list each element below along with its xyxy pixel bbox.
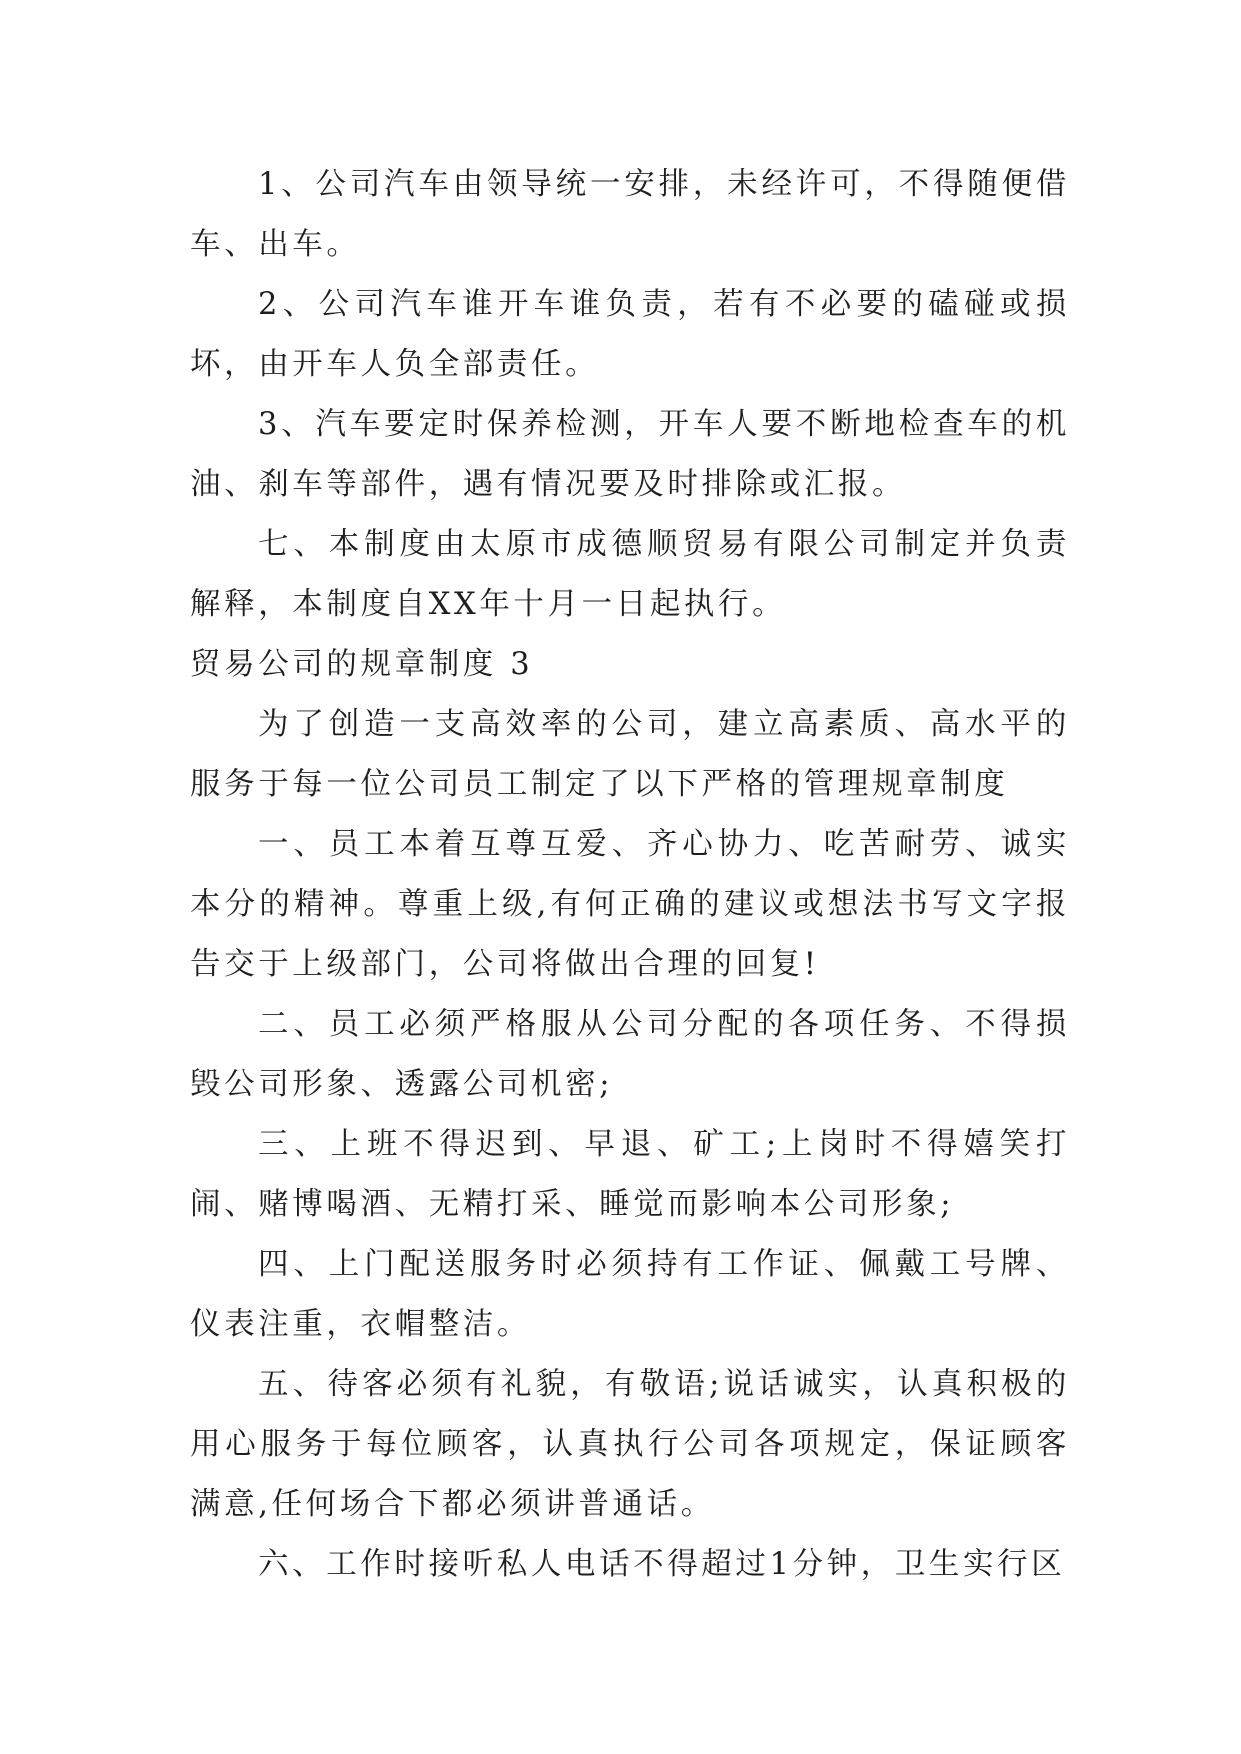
paragraph-car-arrangement: 1、公司汽车由领导统一安排，未经许可，不得随便借车、出车。: [190, 167, 1070, 262]
paragraph-intro: 为了创造一支高效率的公司，建立高素质、高水平的服务于每一位公司员工制定了以下严格的管理规章制度: [190, 707, 1070, 802]
paragraph-rule-1: 一、员工本着互尊互爱、齐心协力、吃苦耐劳、诚实本分的精神。尊重上级,有何正确的建议或想法书写文字报告交于上级部门，公司将做出合理的回复!: [190, 827, 1070, 982]
paragraph-policy-interpretation: 七、本制度由太原市成德顺贸易有限公司制定并负责解释，本制度自XX年十月一日起执行。: [190, 527, 1070, 622]
document-body: [190, 155, 1070, 1595]
paragraph-rule-5: 五、待客必须有礼貌，有敬语;说话诚实，认真积极的用心服务于每位顾客，认真执行公司各项规定，保证顾客满意,任何场合下都必须讲普通话。: [190, 1367, 1070, 1522]
section-title: 贸易公司的规章制度 3: [190, 647, 534, 682]
paragraph-car-responsibility: 2、公司汽车谁开车谁负责，若有不必要的磕碰或损坏，由开车人负全部责任。: [190, 287, 1070, 382]
paragraph-rule-3: 三、上班不得迟到、早退、矿工;上岗时不得嬉笑打闹、赌博喝酒、无精打采、睡觉而影响本公司形象;: [190, 1127, 1070, 1222]
paragraph-rule-6: 六、工作时接听私人电话不得超过1分钟，卫生实行区: [258, 1547, 1066, 1582]
paragraph-rule-2: 二、员工必须严格服从公司分配的各项任务、不得损毁公司形象、透露公司机密;: [190, 1007, 1070, 1102]
paragraph-rule-4: 四、上门配送服务时必须持有工作证、佩戴工号牌、仪表注重，衣帽整洁。: [190, 1247, 1070, 1342]
paragraph-car-maintenance: 3、汽车要定时保养检测，开车人要不断地检查车的机油、刹车等部件，遇有情况要及时排除或汇报。: [190, 407, 1070, 502]
